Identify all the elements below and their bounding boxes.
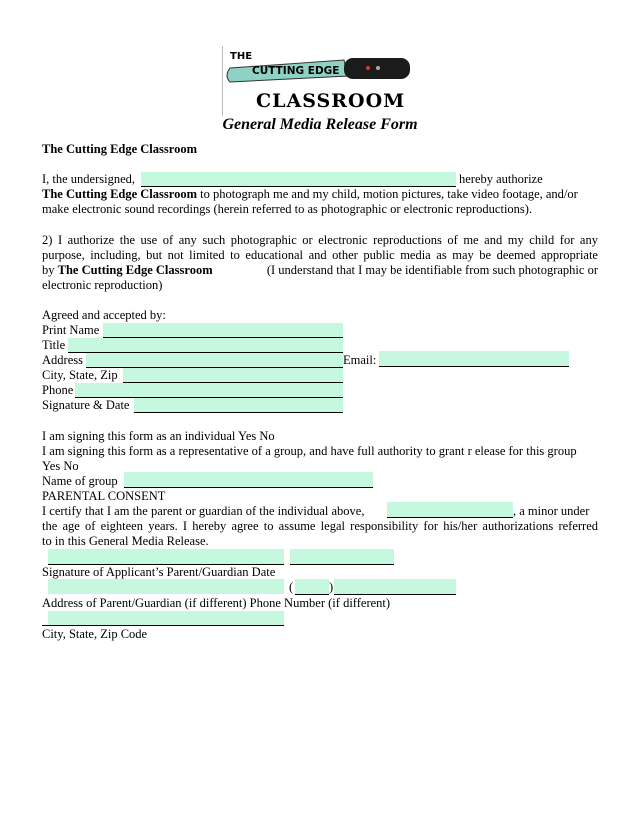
name-of-group-label: Name of group: [42, 474, 118, 488]
undersigned-name-input[interactable]: [141, 172, 456, 187]
print-name-input[interactable]: [103, 323, 343, 338]
signing-individual: I am signing this form as an individual Yes No: [42, 429, 275, 443]
parent-city-state-zip-underline: [42, 625, 284, 626]
email-input[interactable]: [379, 351, 569, 367]
parent-address-input[interactable]: [48, 579, 284, 594]
phone-paren-open: (: [289, 580, 294, 594]
intro-prefix: I, the undersigned,: [42, 172, 136, 186]
logo-cutting-edge: CUTTING EDGE: [252, 65, 340, 77]
phone-label: Phone: [42, 383, 74, 397]
parental-line-1-prefix: I certify that I am the parent or guardian of the individual above,: [42, 504, 365, 518]
email-label: Email:: [343, 353, 377, 367]
org-name-bold: The Cutting Edge Classroom: [42, 187, 197, 201]
para2-line-3-prefix: by: [42, 263, 58, 277]
parent-phone-area-code-input[interactable]: [295, 579, 329, 595]
parent-city-state-zip-label: City, State, Zip Code: [42, 627, 148, 641]
signature-date-label: Signature & Date: [42, 398, 130, 412]
intro-line-3: make electronic sound recordings (herein referred to as photographic or electronic reproductions).: [42, 202, 533, 216]
phone-paren-close: ): [329, 580, 334, 594]
parental-line-1-suffix: , a minor under: [513, 504, 590, 518]
title-label: Title: [42, 338, 66, 352]
para2-line-2: purpose, including, but not limited to educational and other public media as may be deemed appropriate: [42, 248, 598, 262]
name-of-group-input[interactable]: [124, 472, 373, 488]
para2-line-3: [42, 263, 598, 278]
agreed-heading: Agreed and accepted by:: [42, 308, 166, 322]
print-name-label: Print Name: [42, 323, 100, 337]
page-title: General Media Release Form: [222, 116, 418, 133]
intro-line-2-rest: to photograph me and my child, motion pictures, take video footage, and/or: [197, 187, 578, 201]
minor-name-input[interactable]: [387, 502, 513, 518]
para2-line-4: electronic reproduction): [42, 278, 163, 292]
parent-city-state-zip-input[interactable]: [48, 611, 284, 625]
logo-classroom: CLASSROOM: [256, 90, 406, 112]
address-input[interactable]: [86, 353, 343, 368]
parental-consent-heading: PARENTAL CONSENT: [42, 489, 166, 503]
signature-date-input[interactable]: [134, 398, 343, 413]
phone-input[interactable]: [75, 383, 343, 398]
city-state-zip-label: City, State, Zip: [42, 368, 118, 382]
intro-line-2: [42, 187, 578, 202]
parental-line-3: to in this General Media Release.: [42, 534, 209, 548]
logo-the: THE: [230, 51, 253, 62]
org-heading: The Cutting Edge Classroom: [42, 142, 197, 156]
parent-signature-label: Signature of Applicant’s Parent/Guardian Date: [42, 565, 276, 579]
parental-line-2: the age of eighteen years. I hereby agree to assume legal responsibility for his/her authorizations referred: [42, 519, 598, 533]
intro-suffix: hereby authorize: [459, 172, 543, 186]
signing-group-line-2: Yes No: [42, 459, 79, 473]
parent-signature-input[interactable]: [48, 549, 284, 565]
signing-group-line-1: I am signing this form as a representative of a group, and have full authority to grant r elease for this group: [42, 444, 577, 458]
para2-line-3-rest: (I understand that I may be identifiable from such photographic or: [266, 263, 598, 277]
parent-signature-date-input[interactable]: [290, 549, 394, 565]
parent-phone-number-input[interactable]: [334, 579, 456, 595]
para2-line-1: 2) I authorize the use of any such photographic or electronic reproductions of me and my child for any: [42, 233, 598, 247]
parent-address-label: Address of Parent/Guardian (if different) Phone Number (if different): [42, 596, 391, 610]
org-name-bold-2: The Cutting Edge Classroom: [57, 263, 213, 277]
logo: [222, 46, 418, 116]
city-state-zip-input[interactable]: [123, 368, 343, 383]
title-input[interactable]: [68, 338, 343, 353]
address-label: Address: [42, 353, 83, 367]
